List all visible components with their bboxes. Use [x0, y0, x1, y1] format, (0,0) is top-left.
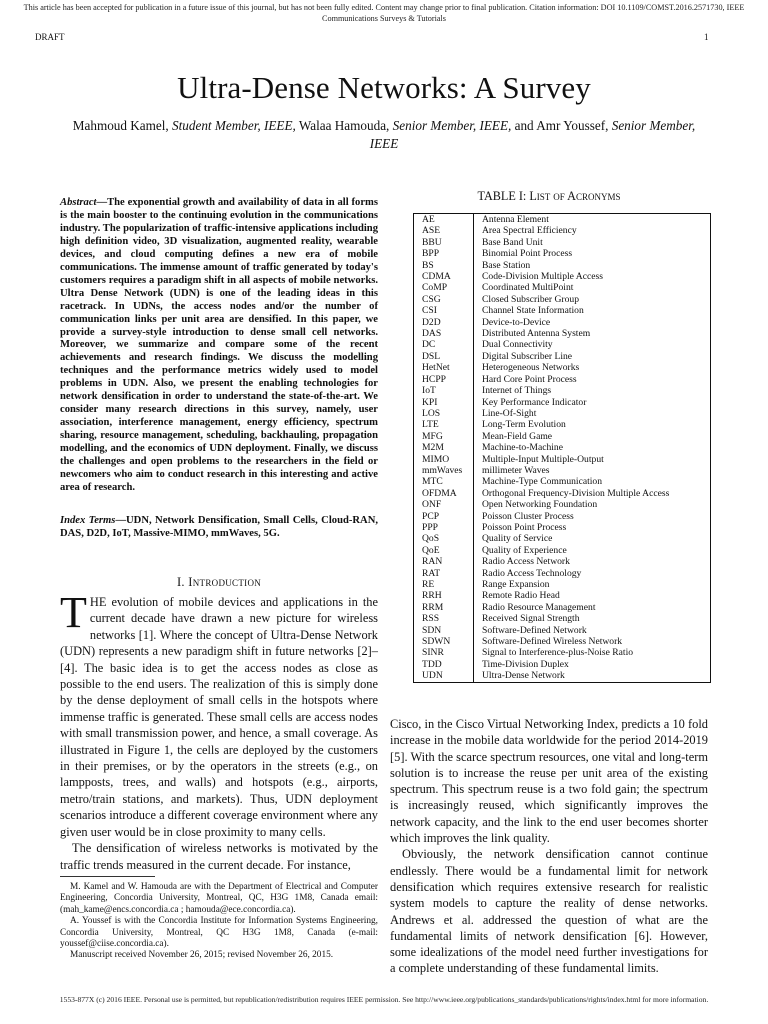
definition-cell: Heterogeneous Networks — [482, 362, 580, 374]
definition-cell: Dual Connectivity — [482, 339, 553, 351]
abstract-text: —The exponential growth and availability of data in all forms is the main booster to the continuing evolution in the communications industry. The popularization of traffic-intensive applications including high definition video, 3D visualization, augmented reality, wearable devices, and cloud computing defines a new era of mobile communications. The immense amount of traffic generated by today's customers requires a paradigm shift in all aspects of mobile networks. Ultra Dense Network (UDN) is one of the leading ideas in this racetrack. In UDNs, the access nodes and/or the number of communication links per unit area are densified. In this paper, we provide a survey-style introduction to dense small cell networks. Moreover, we summarize and compare some of the recent achievements and research findings. We discuss the modelling techniques and the performance metrics widely used to model problems in UDN. Also, we present the enabling technologies for network densification in order to understand the state-of-the-art. We consider many research directions in this survey, namely, user association, interference management, energy efficiency, spectrum sharing, resource management, scheduling, backhauling, propagation modelling, and the economics of UDN deployment. Finally, we discuss the challenges and open problems to the researchers in the field or newcomers who aim to conduct research in this interesting and active area of research. — [60, 197, 378, 493]
definition-cell: millimeter Waves — [482, 464, 550, 476]
table-row — [414, 442, 711, 453]
author-3: Amr Youssef, — [536, 118, 609, 133]
definition-cell: Code-Division Multiple Access — [482, 271, 603, 283]
publication-notice — [0, 2, 768, 24]
table-row — [414, 397, 711, 408]
table-caption-prefix: TABLE I: — [477, 189, 527, 203]
acronym-cell: UDN — [414, 670, 474, 682]
intro-body — [60, 588, 378, 873]
table-row — [414, 237, 711, 248]
page-number: 1 — [704, 32, 709, 42]
definition-cell: Software-Defined Wireless Network — [482, 636, 623, 648]
table-row — [414, 568, 711, 579]
footnote-affiliation-1: M. Kamel and W. Hamouda are with the Department of Electrical and Computer Engineering, Concordia University, Montreal, QC, H3G 1M8, Canada email: (mah_kame@encs.concordia.ca ; hamouda@ece.concordia.ca). — [60, 882, 378, 915]
table-row — [414, 465, 711, 476]
table-row — [414, 282, 711, 293]
acronym-cell: CoMP — [414, 282, 474, 293]
definition-cell: Hard Core Point Process — [482, 373, 577, 385]
definition-cell: Area Spectral Efficiency — [482, 225, 577, 237]
abstract — [60, 197, 378, 495]
acronym-cell: QoE — [414, 545, 474, 556]
definition-cell: Radio Access Network — [482, 556, 570, 568]
definition-cell: Distributed Antenna System — [482, 328, 591, 340]
footnote-affiliation-2: A. Youssef is with the Concordia Institute for Information Systems Engineering, Concordia University, Montreal, QC H3G 1M8, Canada (e-mail: youssef@ciise.concordia.ca). — [60, 916, 378, 950]
table-row — [414, 305, 711, 316]
intro-paragraph-2: The densification of wireless networks is motivated by the traffic trends measured in the current decade. For instance, — [60, 841, 378, 872]
author-3-role: Senior Member, IEEE — [369, 118, 696, 151]
author-2: Walaa Hamouda, — [298, 118, 390, 133]
index-terms-label: Index Terms — [60, 515, 116, 526]
table-row — [414, 522, 711, 533]
table-caption — [390, 189, 708, 204]
drop-cap: T — [60, 588, 87, 637]
definition-cell: Long-Term Evolution — [482, 419, 566, 431]
table-row — [414, 385, 711, 396]
acronym-cell: DAS — [414, 328, 474, 339]
acronym-cell: RE — [414, 579, 474, 590]
table-row — [414, 499, 711, 510]
table-row — [414, 670, 711, 682]
draft-label: DRAFT — [35, 32, 65, 42]
acronym-cell: KPI — [414, 397, 474, 408]
table-row — [414, 248, 711, 259]
definition-cell: Quality of Experience — [482, 544, 567, 556]
intro-paragraph-3: Cisco, in the Cisco Virtual Networking Index, predicts a 10 fold increase in the mobile data worldwide for the period 2014-2019 [5]. With the scarce spectrum resources, one vital and long-term solution is to increase the reuse per unit area of the existing spectrum. This spectrum reuse is a two fold gain; the spectrum is increasingly reused, which significantly improves the network capacity, and the link to the end user becomes shorter which improves the link quality. — [390, 717, 708, 846]
acronym-cell: LTE — [414, 419, 474, 430]
definition-cell: Machine-to-Machine — [482, 442, 563, 454]
acronym-cell: BBU — [414, 237, 474, 248]
definition-cell: Poisson Point Process — [482, 521, 567, 533]
acronym-cell: OFDMA — [414, 488, 474, 499]
table-row — [414, 545, 711, 556]
table-row — [414, 533, 711, 544]
table-row — [414, 579, 711, 590]
definition-cell: Digital Subscriber Line — [482, 350, 573, 362]
acronym-cell: CDMA — [414, 271, 474, 282]
definition-cell: Machine-Type Communication — [482, 476, 603, 488]
table-row — [414, 328, 711, 339]
section-number: I. — [176, 575, 185, 589]
acronym-cell: ONF — [414, 499, 474, 510]
acronym-cell: M2M — [414, 442, 474, 453]
copyright-notice: 1553-877X (c) 2016 IEEE. Personal use is permitted, but republication/redistribution requires IEEE permission. See http://www.ieee.org/publications_standards/publications/rights/index.html for more information. — [59, 995, 709, 1004]
definition-cell: Orthogonal Frequency-Division Multiple Access — [482, 487, 670, 499]
definition-cell: Quality of Service — [482, 533, 553, 545]
definition-cell: Open Networking Foundation — [482, 499, 598, 511]
definition-cell: Radio Access Technology — [482, 567, 582, 579]
table-row — [414, 454, 711, 465]
definition-cell: Key Performance Indicator — [482, 396, 587, 408]
author-list — [60, 117, 708, 153]
section-title: Introduction — [188, 575, 262, 589]
acronym-cell: MFG — [414, 431, 474, 442]
definition-cell: Ultra-Dense Network — [482, 670, 565, 682]
table-row — [414, 225, 711, 236]
acronym-cell: DC — [414, 339, 474, 350]
index-terms — [60, 514, 378, 540]
acronym-cell: SDN — [414, 625, 474, 636]
table-row — [414, 476, 711, 487]
table-row — [414, 339, 711, 350]
table-row — [414, 431, 711, 442]
definition-cell: Coordinated MultiPoint — [482, 282, 574, 294]
acronym-cell: PPP — [414, 522, 474, 533]
table-row — [414, 511, 711, 522]
author-2-role: Senior Member, IEEE, — [392, 118, 512, 133]
acronym-cell: HetNet — [414, 362, 474, 373]
table-row — [414, 408, 711, 419]
author-conjunction: and — [514, 118, 534, 133]
acronym-cell: RRM — [414, 602, 474, 613]
intro-paragraph-1 — [60, 588, 378, 840]
definition-cell: Device-to-Device — [482, 316, 551, 328]
acronym-cell: HCPP — [414, 374, 474, 385]
footnote-manuscript-dates: Manuscript received November 26, 2015; revised November 26, 2015. — [70, 950, 334, 961]
acronym-cell: SINR — [414, 647, 474, 658]
table-row — [414, 362, 711, 373]
acronym-cell: RAT — [414, 568, 474, 579]
acronym-cell: BPP — [414, 248, 474, 259]
table-row — [414, 260, 711, 271]
definition-cell: Binomial Point Process — [482, 248, 573, 260]
acronym-cell: CSI — [414, 305, 474, 316]
definition-cell: Poisson Cluster Process — [482, 510, 574, 522]
acronym-cell: TDD — [414, 659, 474, 670]
acronym-cell: RRH — [414, 590, 474, 601]
abstract-label: Abstract — [60, 197, 97, 208]
intro-paragraph-1-text: HE evolution of mobile devices and applications in the current decade have drawn a new picture for wireless networks [1]. Where the concept of Ultra-Dense Network (UDN) represents a new paradigm shift in future networks [2]–[4]. The basic idea is to get the access nodes as close as possible to the end users. The realization of this is simply done by the dense deployment of small cells in the hotspots where immense traffic is generated. These small cells are access nodes with small transmission power, and hence, a small coverage. As illustrated in Figure 1, the cells are deployed by the customers in their premises, or by the operators in the streets (e.g., on lampposts, trees, and walls) and hotspots (e.g., airports, metro/train stations, and markets). Thus, UDN deployment scenarios introduce a different coverage environment where any given user would be in close proximity to many cells. — [60, 595, 378, 839]
publication-notice-line2: Communications Surveys & Tutorials — [322, 14, 446, 23]
author-1-role: Student Member, IEEE, — [172, 118, 296, 133]
table-row — [414, 271, 711, 282]
definition-cell: Line-Of-Sight — [482, 407, 537, 419]
acronym-cell: D2D — [414, 317, 474, 328]
table-row — [414, 419, 711, 430]
intro-body-continued — [390, 716, 708, 977]
table-row — [414, 294, 711, 305]
table-row — [414, 317, 711, 328]
definition-cell: Internet of Things — [482, 385, 552, 397]
definition-cell: Multiple-Input Multiple-Output — [482, 453, 604, 465]
table-row — [414, 374, 711, 385]
definition-cell: Mean-Field Game — [482, 430, 553, 442]
definition-cell: Antenna Element — [482, 214, 549, 225]
table-row — [414, 647, 711, 658]
intro-paragraph-4: Obviously, the network densification cannot continue endlessly. There would be a fundamental limit for network densification which requires extensive research for realistic system models to capture the reality of dense networks. Andrews et al. addressed the question of what are the fundamental limits of network densification [6]. However, some idealizations of the model need further investigations for a complete understanding of these fundamental limits. — [390, 847, 708, 976]
table-row — [414, 488, 711, 499]
table-row — [414, 214, 711, 226]
acronym-table — [413, 213, 711, 683]
acronym-cell: MTC — [414, 476, 474, 487]
table-row — [414, 590, 711, 601]
acronym-cell: AE — [414, 214, 474, 226]
acronym-cell: mmWaves — [414, 465, 474, 476]
definition-cell: Channel State Information — [482, 305, 584, 317]
acronym-cell: PCP — [414, 511, 474, 522]
acronym-table-body — [414, 214, 711, 683]
footnotes — [60, 882, 378, 962]
acronym-cell: DSL — [414, 351, 474, 362]
section-heading — [60, 575, 378, 590]
table-row — [414, 351, 711, 362]
definition-cell: Signal to Interference-plus-Noise Ratio — [482, 647, 634, 659]
acronym-cell: IoT — [414, 385, 474, 396]
definition-cell: Base Station — [482, 259, 531, 271]
acronym-cell: CSG — [414, 294, 474, 305]
definition-cell: Time-Division Duplex — [482, 658, 569, 670]
index-terms-text: —UDN, Network Densification, Small Cells, Cloud-RAN, DAS, D2D, IoT, Massive-MIMO, mmWaves, 5G. — [60, 515, 378, 539]
definition-cell: Received Signal Strength — [482, 613, 580, 625]
definition-cell: Remote Radio Head — [482, 590, 560, 602]
table-row — [414, 636, 711, 647]
table-row — [414, 602, 711, 613]
acronym-cell: QoS — [414, 533, 474, 544]
author-1: Mahmoud Kamel, — [72, 118, 169, 133]
paper-title: Ultra-Dense Networks: A Survey — [177, 70, 591, 105]
table-row — [414, 659, 711, 670]
definition-cell: Software-Defined Network — [482, 624, 587, 636]
acronym-cell: RAN — [414, 556, 474, 567]
acronym-cell: RSS — [414, 613, 474, 624]
table-row — [414, 625, 711, 636]
acronym-cell: ASE — [414, 225, 474, 236]
table-caption-title: List of Acronyms — [529, 189, 621, 203]
acronym-cell: BS — [414, 260, 474, 271]
acronym-cell: LOS — [414, 408, 474, 419]
table-row — [414, 556, 711, 567]
footnote-divider — [60, 876, 155, 877]
table-row — [414, 613, 711, 624]
definition-cell: Radio Resource Management — [482, 601, 596, 613]
definition-cell: Closed Subscriber Group — [482, 293, 579, 305]
acronym-cell: SDWN — [414, 636, 474, 647]
definition-cell: Base Band Unit — [482, 236, 543, 248]
definition-cell: Range Expansion — [482, 579, 550, 590]
publication-notice-line1: This article has been accepted for publication in a future issue of this journal, but has not been fully edited. Content may change prior to final publication. Citation information: DOI 10.1109/COMST.2016.2571730, IEEE — [23, 3, 745, 12]
acronym-cell: MIMO — [414, 454, 474, 465]
